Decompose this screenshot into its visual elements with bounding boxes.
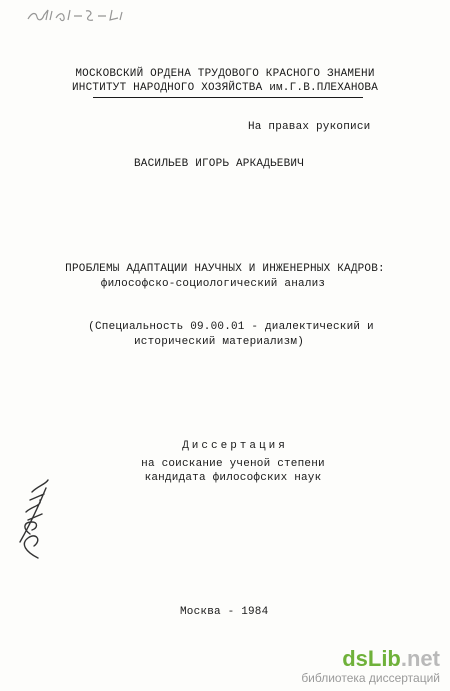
thesis-title-line-2: философско-социологический анализ <box>100 278 326 290</box>
rights-note: На правах рукописи <box>248 121 371 133</box>
dslib-watermark[interactable] <box>301 647 440 685</box>
specialty-line-2: исторический материализм) <box>133 336 305 348</box>
degree-line-1: на соискание ученой степени <box>141 458 325 470</box>
specialty-line-1: (Специальность 09.00.01 - диалектический и <box>88 321 374 333</box>
degree-heading: Диссертация <box>182 440 288 452</box>
institution-line-2: ИНСТИТУТ НАРОДНОГО ХОЗЯЙСТВА им.Г.В.ПЛЕХАНОВА <box>71 82 379 94</box>
thesis-title-line-1: ПРОБЛЕМЫ АДАПТАЦИИ НАУЧНЫХ И ИНЖЕНЕРНЫХ КАДРОВ: <box>65 263 385 275</box>
handwritten-catalog-mark <box>26 4 136 26</box>
dslib-logo[interactable] <box>301 647 440 671</box>
logo-suffix-text: .net <box>400 646 440 671</box>
institution-line-1: МОСКОВСКИЙ ОРДЕНА ТРУДОВОГО КРАСНОГО ЗНАМЕНИ <box>75 68 375 80</box>
author-name: ВАСИЛЬЕВ ИГОРЬ АРКАДЬЕВИЧ <box>133 158 305 170</box>
header-underline <box>93 97 363 98</box>
place-and-year: Москва - 1984 <box>180 606 269 618</box>
watermark-subtitle: библиотека диссертаций <box>301 671 440 685</box>
logo-main-text: dsLib <box>342 646 401 671</box>
handwritten-signature <box>8 478 60 560</box>
degree-line-2: кандидата философских наук <box>144 472 322 484</box>
